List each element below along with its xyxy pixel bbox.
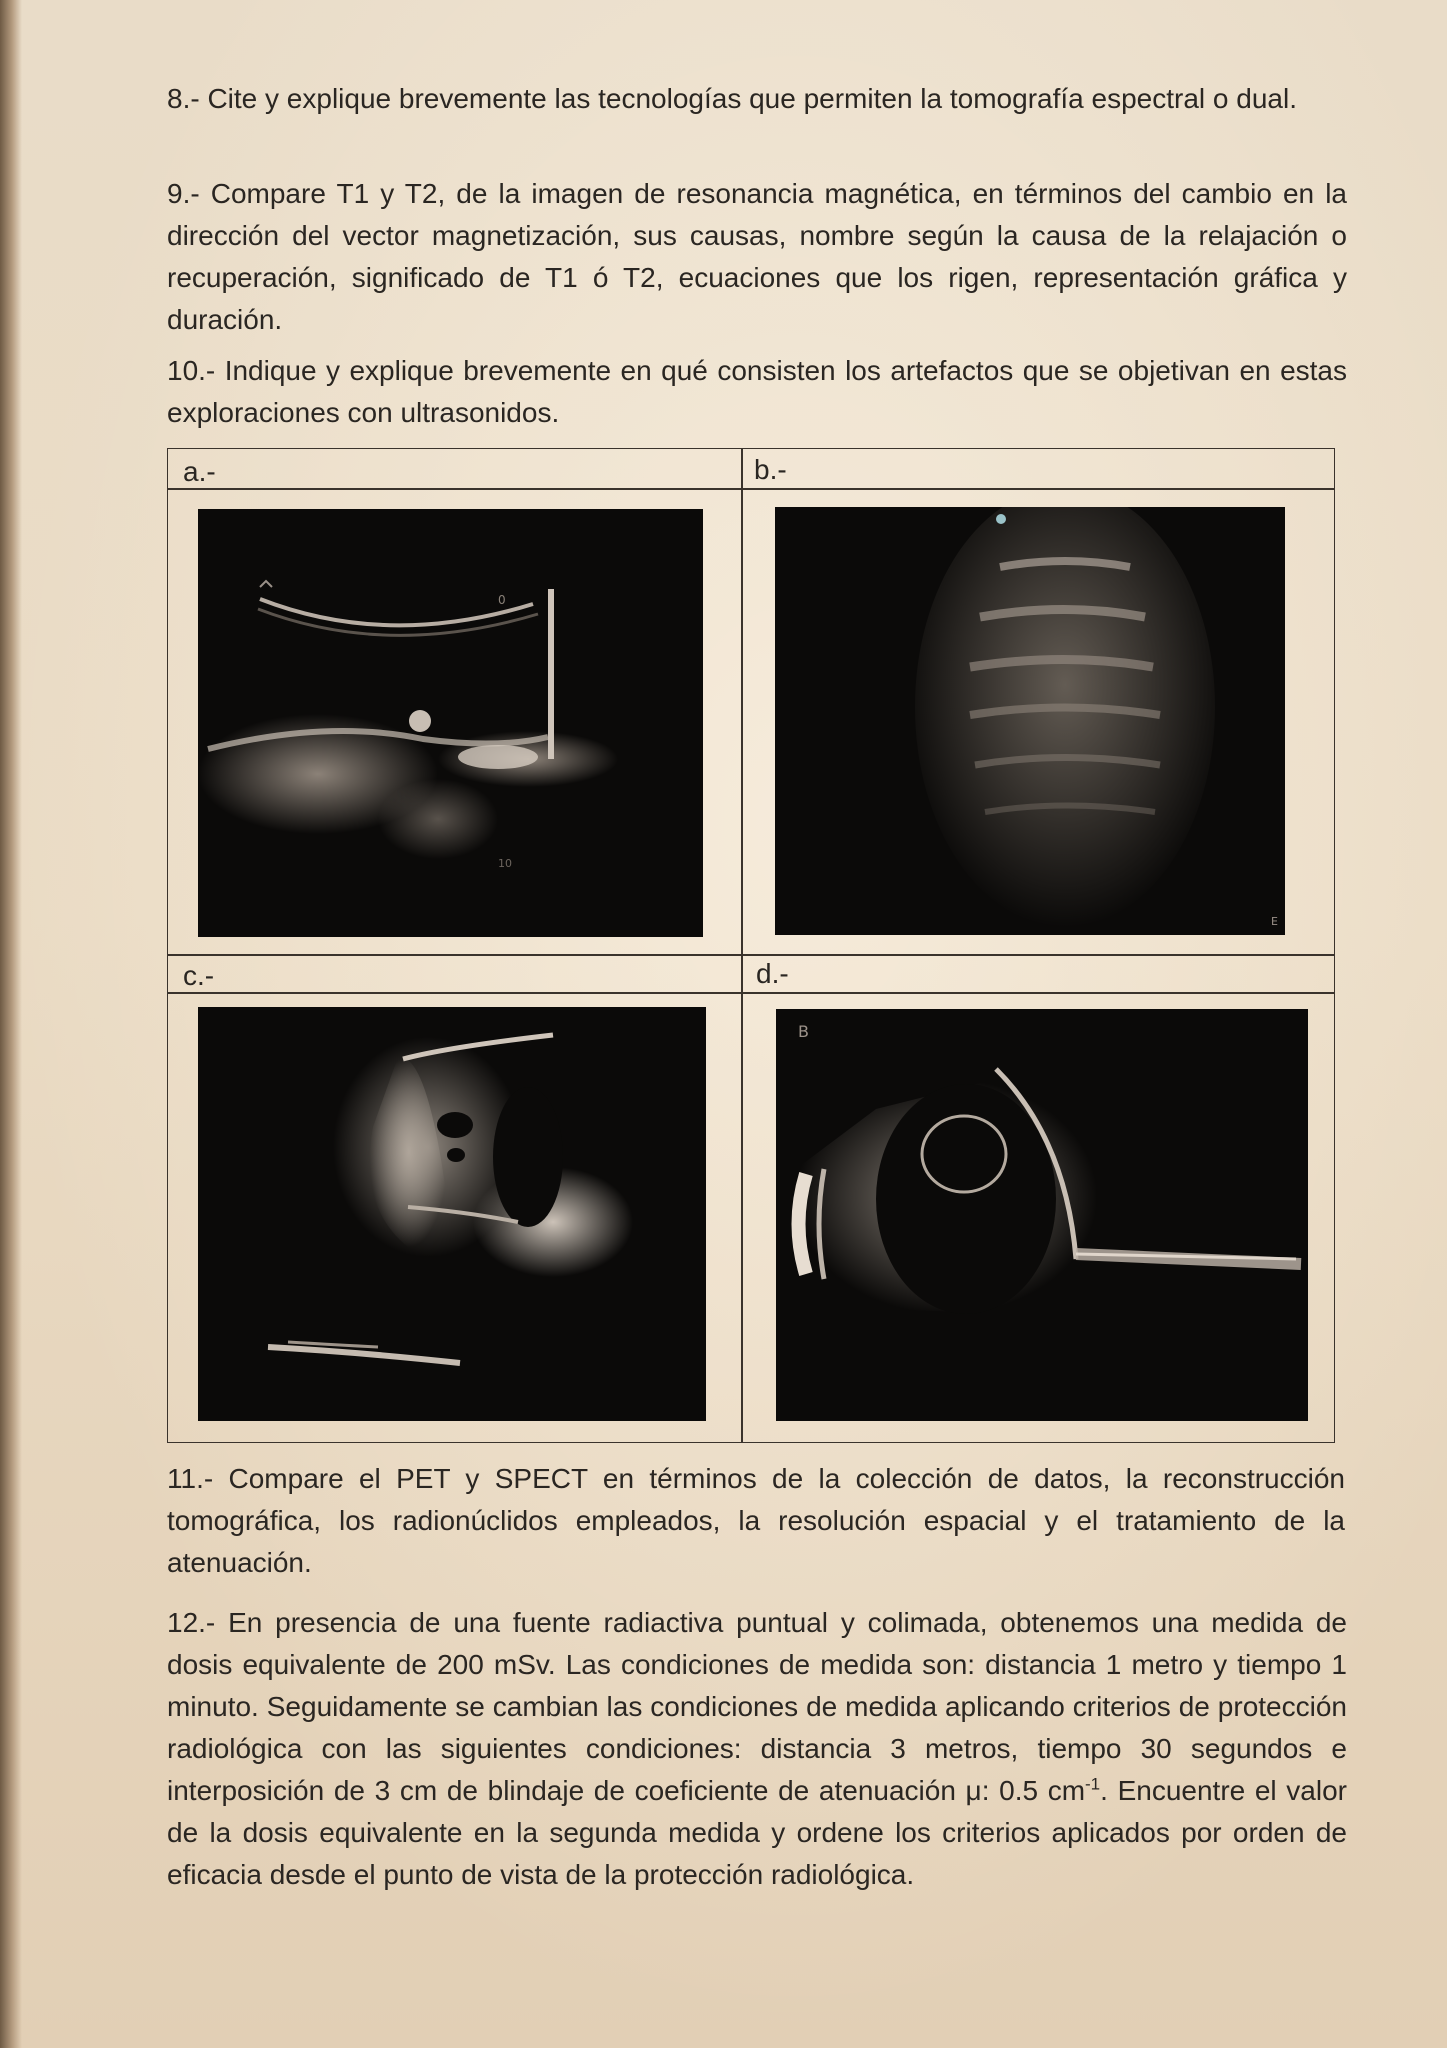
ultrasound-b-graphic <box>775 507 1285 935</box>
ultrasound-image-d <box>776 1009 1308 1421</box>
ultrasound-image-b <box>775 507 1285 935</box>
table-row-divider <box>168 992 1334 994</box>
table-row-divider <box>168 954 1334 956</box>
ultrasound-image-a <box>198 509 703 937</box>
depth-mark-bottom: 10 <box>498 857 512 870</box>
ultrasound-image-c <box>198 1007 706 1421</box>
question-12-text-1: 12.- En presencia de una fuente radiactiva puntual y colimada, obtenemos una medida de dosis equivalente de 200 mSv. Las condiciones de medida son: distancia 1 metro y tiempo 1 minuto. Seguidamente se cambian las condiciones de medida aplicando criterios de protección radiológica con las siguientes condiciones: distancia 3 metros, tiempo 30 segundos e interposición de 3 cm de blindaje de coeficiente de atenuación μ: 0.5 cm <box>167 1607 1347 1806</box>
depth-mark-top: 0 <box>498 593 506 607</box>
question-9: 9.- Compare T1 y T2, de la imagen de resonancia magnética, en términos del cambio en la dirección del vector magnetización, sus causas, nombre según la causa de la relajación o recuperación, significado de T1 ó T2, ecuaciones que los rigen, representación gráfica y duración. <box>167 178 1347 335</box>
image-b-corner-mark: E <box>1271 915 1278 928</box>
question-12-superscript: -1 <box>1085 1774 1101 1794</box>
question-12 <box>167 1602 1347 1896</box>
ultrasound-d-graphic <box>776 1009 1308 1421</box>
table-column-divider <box>741 449 743 1442</box>
page-edge-shadow <box>0 0 22 2048</box>
image-d-corner-mark: B <box>798 1022 809 1041</box>
label-d: d.- <box>756 958 789 989</box>
question-12-text-2: . Encuentre el valor de la dosis equivalente en la segunda medida y ordene los criterios aplicados por orden de eficacia desde el punto de vista de la protección radiológica. <box>167 1775 1347 1890</box>
label-a: a.- <box>183 456 216 487</box>
ultrasound-image-table <box>167 448 1335 1443</box>
label-b: b.- <box>754 454 787 485</box>
question-11: 11.- Compare el PET y SPECT en términos de la colección de datos, la reconstrucción tomográfica, los radionúclidos empleados, la resolución espacial y el tratamiento de la atenuación. <box>167 1463 1345 1578</box>
table-row-divider <box>168 488 1334 490</box>
question-8: 8.- Cite y explique brevemente las tecnologías que permiten la tomografía espectral o dual. <box>167 83 1297 114</box>
label-c: c.- <box>183 960 215 991</box>
ultrasound-c-graphic <box>198 1007 706 1421</box>
question-10: 10.- Indique y explique brevemente en qué consisten los artefactos que se objetivan en estas exploraciones con ultrasonidos. <box>167 355 1347 428</box>
ultrasound-a-graphic <box>198 509 703 937</box>
